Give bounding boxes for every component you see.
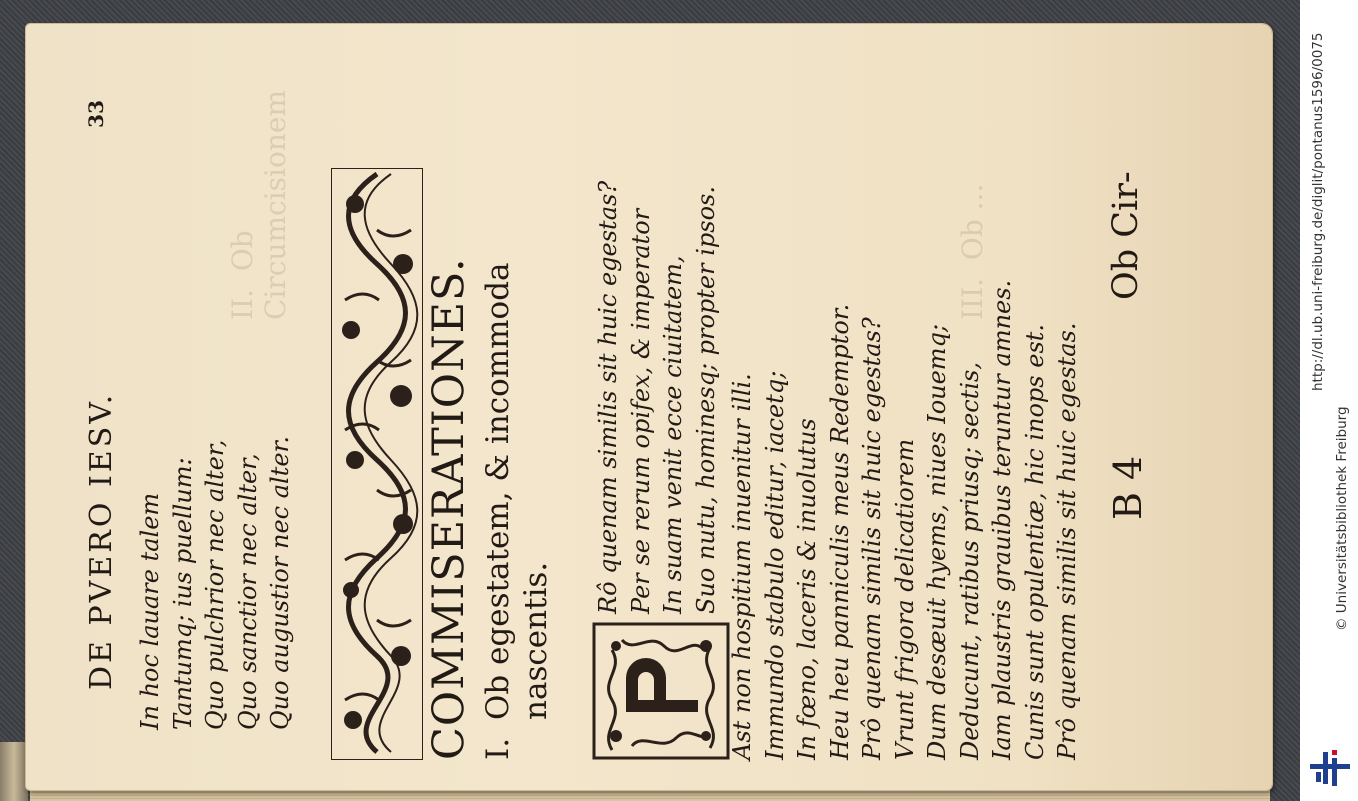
section-number: I. [480, 737, 516, 760]
sidebar-text [1300, 0, 1358, 801]
verse-line: Dum desæuit hyems, niues Iouemq; [923, 323, 951, 760]
running-header [84, 100, 124, 690]
permalink-url[interactable]: http://dl.ub.uni-freiburg.de/diglit/pontanus1596/0075 [1310, 32, 1326, 391]
verse-line: Immundo stabulo editur, iacetq; [760, 370, 789, 760]
section-heading: COMMISERATIONES. [424, 257, 474, 760]
binding-thread [0, 742, 28, 801]
verse-block-2 [726, 280, 1084, 760]
show-through-text: III. Ob ... [956, 183, 989, 320]
verse-line: In suam venit ecce ciuitatem, [659, 255, 687, 614]
verse-line: Quo sanctior nec alter, [233, 453, 262, 730]
running-title: DE PVERO IESV. [84, 391, 119, 690]
catchword: Ob Cir- [1106, 171, 1146, 300]
verse-line: Tantumq; ius puellum: [168, 457, 197, 730]
verse-line: Quo pulchrior nec alter, [201, 439, 229, 730]
copyright-notice: © Universitätsbibliothek Freiburg [1334, 406, 1350, 631]
verse-line: Rô quenam similis sit huic egestas? [594, 180, 622, 614]
verse-line: Vrunt frigora delicatiorem [890, 438, 919, 760]
verse-line: In fœno, laceris & inuolutus [793, 418, 821, 760]
subtitle-line-2: nascentis. [518, 561, 554, 720]
verse-line: Iam plaustris grauibus teruntur amnes. [988, 279, 1016, 760]
decorated-initial-p [592, 622, 730, 760]
woodcut-ornament-band [331, 168, 423, 760]
verse-line: Cunis sunt opulentiæ, hic inops est. [1020, 323, 1049, 760]
verse-line: Heu heu panniculis meus Redemptor. [825, 303, 854, 760]
verse-block-1 [134, 436, 297, 730]
verse-block-2-indented [592, 181, 722, 614]
verse-line: Suo nutu, hominesq; propter ipsos. [691, 186, 720, 614]
verse-line: In hoc lauare talem [136, 492, 164, 730]
book-page [26, 24, 1272, 790]
section-subtitle [479, 262, 555, 760]
show-through-text: II. Ob Circumcisionem [226, 89, 292, 320]
verse-line: Prô quenam similis sit huic egestas. [1053, 322, 1081, 760]
verse-line: Deducunt, ratibus priusq; sectis, [955, 362, 984, 760]
verse-line: Prô quenam similis sit huic egestas? [858, 317, 886, 760]
page-number: 33 [84, 100, 108, 128]
verse-line: Per se rerum opifex, & imperator [626, 208, 655, 614]
signature-mark: B 4 [1106, 455, 1150, 520]
rotated-page-content [26, 24, 1272, 790]
verse-line: Quo augustior nec alter. [266, 435, 294, 730]
subtitle-line-1: Ob egestatem, & incommoda [480, 262, 516, 720]
verse-line: Ast non hospitium inuenitur illi. [728, 373, 756, 760]
viewer-sidebar [1300, 0, 1358, 801]
library-logo-icon [1308, 748, 1352, 788]
